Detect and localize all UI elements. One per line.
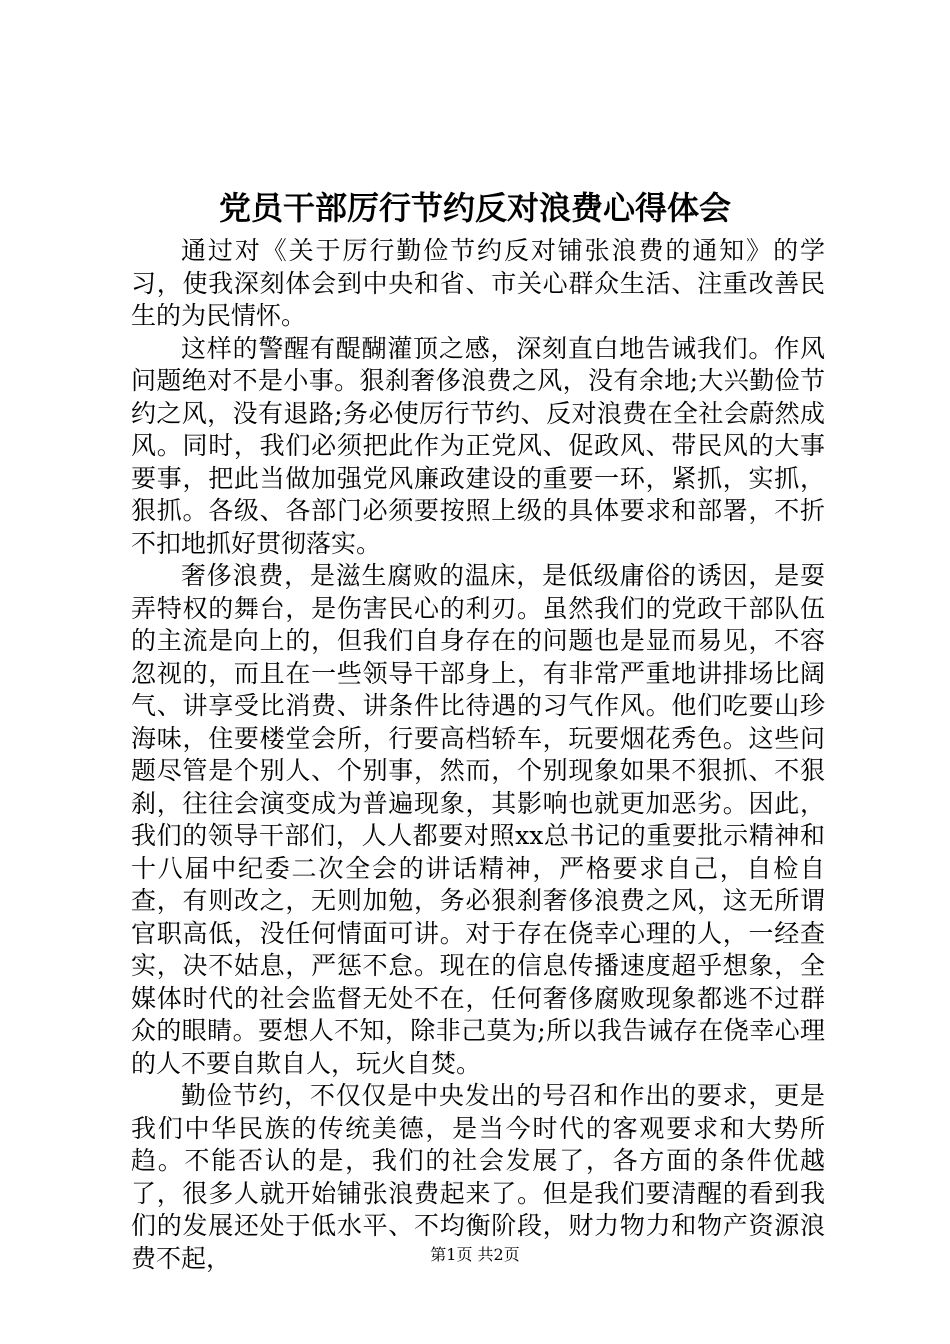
paragraph-1: 通过对《关于厉行勤俭节约反对铺张浪费的通知》的学习，使我深刻体会到中央和省、市关心群众生活、注重改善民生的为民情怀。 xyxy=(131,236,825,330)
document-body xyxy=(131,235,825,1275)
document-title: 党员干部厉行节约反对浪费心得体会 xyxy=(218,189,731,227)
paragraph-2: 这样的警醒有醍醐灌顶之感，深刻直白地告诫我们。作风问题绝对不是小事。狠刹奢侈浪费之风，没有余地;大兴勤俭节约之风，没有退路;务必使厉行节约、反对浪费在全社会蔚然成风。同时，我们必须把此作为正党风、促政风、带民风的大事要事，把此当做加强党风廉政建设的重要一环，紧抓，实抓，狠抓。各级、各部门必须要按照上级的具体要求和部署，不折不扣地抓好贯彻落实。 xyxy=(131,333,825,558)
paragraph-4: 勤俭节约，不仅仅是中央发出的号召和作出的要求，更是我们中华民族的传统美德，是当今时代的客观要求和大势所趋。不能否认的是，我们的社会发展了，各方面的条件优越了，很多人就开始铺张浪费起来了。但是我们要清醒的看到我们的发展还处于低水平、不均衡阶段，财力物力和物产资源浪费不起， xyxy=(131,1081,825,1273)
paragraph-3: 奢侈浪费，是滋生腐败的温床，是低级庸俗的诱因，是耍弄特权的舞台，是伤害民心的利刃。虽然我们的党政干部队伍的主流是向上的，但我们自身存在的问题也是显而易见，不容忽视的，而且在一些领导干部身上，有非常严重地讲排场比阔气、讲享受比消费、讲条件比待遇的习气作风。他们吃要山珍海味，住要楼堂会所，行要高档轿车，玩要烟花秀色。这些问题尽管是个别人、个别事，然而，个别现象如果不狠抓、不狠刹，往往会演变成为普遍现象，其影响也就更加恶劣。因此，我们的领导干部们，人人都要对照xx总书记的重要批示精神和十八届中纪委二次全会的讲话精神，严格要求自己，自检自查，有则改之，无则加勉，务必狠刹奢侈浪费之风，这无所谓官职高低，没任何情面可讲。对于存在侥幸心理的人，一经查实，决不姑息，严惩不怠。现在的信息传播速度超乎想象，全媒体时代的社会监督无处不在，任何奢侈腐败现象都逃不过群众的眼睛。要想人不知，除非己莫为;所以我告诫存在侥幸心理的人不要自欺自人，玩火自焚。 xyxy=(131,561,825,1078)
page-footer: 第1页 共2页 xyxy=(430,1245,520,1264)
